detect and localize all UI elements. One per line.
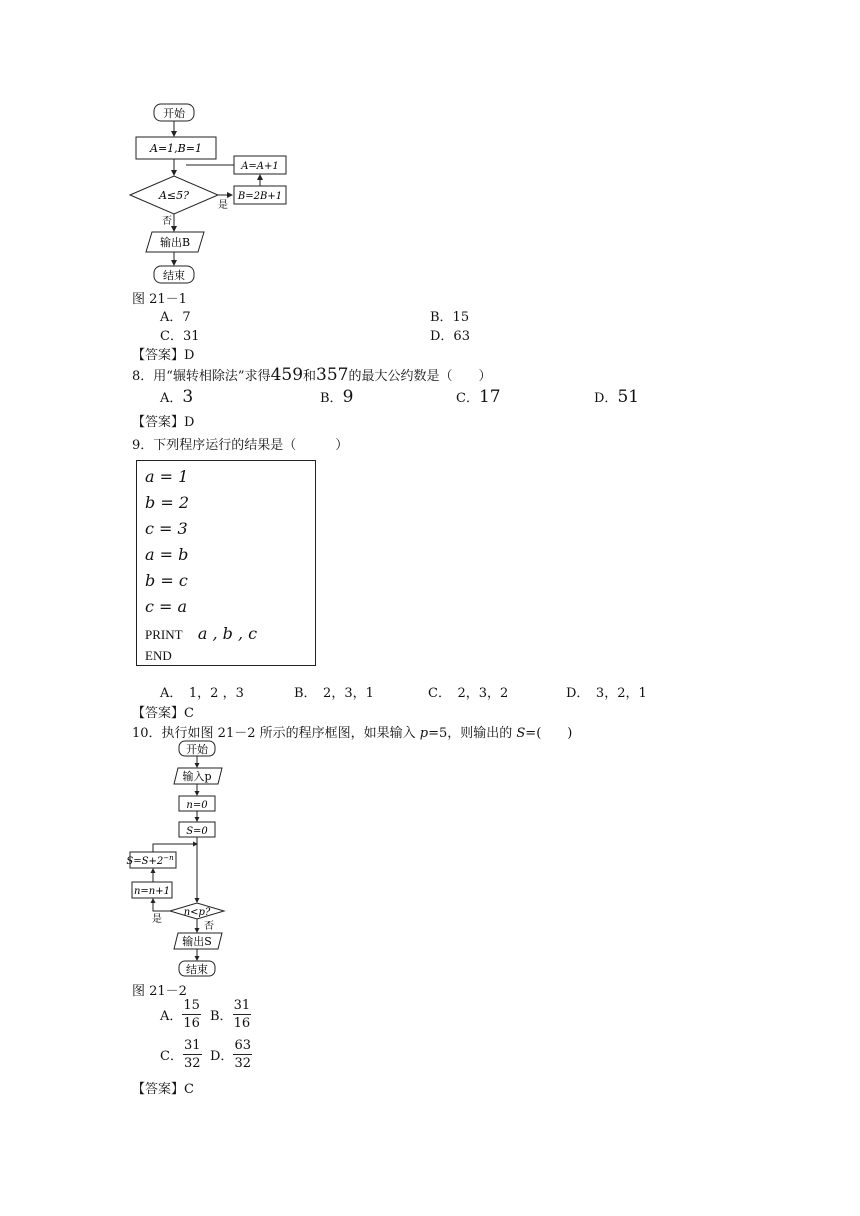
flow1-output-text: 输出B xyxy=(159,236,191,249)
q10-option-c: C． $\frac{31}{32}$ xyxy=(160,1038,201,1071)
q7-option-d: D．63 xyxy=(430,329,470,344)
q8-option-a: A．3 xyxy=(160,387,194,407)
q7-answer: 【答案】D xyxy=(132,348,195,363)
flow1-no-label: 否 xyxy=(162,216,172,227)
flow2-update-s-text: $S=S+2^{-n}$ xyxy=(126,854,174,867)
q8-mid: 和 xyxy=(303,369,317,384)
flow2-condition-text: n<p? xyxy=(183,907,211,918)
code-line-5: b = c xyxy=(145,571,188,590)
flow1-init-text: A=1,B=1 xyxy=(150,142,202,155)
flowchart-21-2 xyxy=(124,738,244,982)
code-line-2: b = 2 xyxy=(145,493,189,512)
print-keyword: PRINT xyxy=(145,627,183,642)
code-line-print xyxy=(145,624,257,643)
code-line-1: a = 1 xyxy=(145,467,189,486)
q10-option-d: D． $\frac{63}{32}$ xyxy=(210,1038,251,1071)
q9-option-d: D． 3，2，1 xyxy=(566,686,647,701)
flow2-end-text: 结束 xyxy=(186,963,208,976)
q8-number-2: 357 xyxy=(316,365,349,385)
code-line-4: a = b xyxy=(145,545,189,564)
q7-option-c: C．31 xyxy=(160,329,200,344)
flow1-body-text: B=2B+1 xyxy=(237,191,283,202)
q10-option-a: A． $\frac{15}{16}$ xyxy=(160,998,200,1031)
q7-option-a: A．7 xyxy=(160,310,191,325)
flowchart-21-1 xyxy=(120,96,300,290)
code-line-6: c = a xyxy=(145,597,188,616)
q9-option-a: A． 1，2 ，3 xyxy=(160,686,244,701)
end-keyword: END xyxy=(145,648,172,663)
flow2-start-text: 开始 xyxy=(186,743,208,756)
code-line-end xyxy=(145,645,172,664)
q8-stem xyxy=(132,365,492,385)
q9-answer: 【答案】C xyxy=(132,706,194,721)
flow2-no-label: 否 xyxy=(204,921,214,932)
flow2-input-text: 输入p xyxy=(182,770,212,783)
flow2-output-text: 输出S xyxy=(182,935,212,948)
q8-option-d: D．51 xyxy=(594,387,640,407)
print-args: a , b , c xyxy=(197,624,258,643)
figure-caption-21-1: 图 21－1 xyxy=(132,292,187,307)
q8-number-1: 459 xyxy=(270,365,304,385)
q9-option-c: C． 2，3，2 xyxy=(428,686,509,701)
flow1-end-text: 结束 xyxy=(163,269,185,282)
flow2-update-n-text: n=n+1 xyxy=(133,886,171,897)
q9-stem: 9．下列程序运行的结果是（ ） xyxy=(132,438,349,453)
q8-prefix: 8．用“辗转相除法”求得 xyxy=(132,369,271,384)
q8-answer: 【答案】D xyxy=(132,415,195,430)
flow1-yes-label: 是 xyxy=(218,200,228,211)
q8-option-b: B．9 xyxy=(320,387,354,407)
q10-stem: 10．执行如图 21－2 所示的程序框图，如果输入 p=5，则输出的 S=( ) xyxy=(132,726,573,741)
q10-option-b: B． $\frac{31}{16}$ xyxy=(210,998,251,1031)
flow2-n0-text: n=0 xyxy=(186,800,208,811)
flow1-condition-text: A≤5? xyxy=(158,189,190,202)
q9-program-box xyxy=(136,460,316,666)
flow2-s0-text: S=0 xyxy=(186,826,208,837)
q8-option-c: C．17 xyxy=(456,387,501,407)
q10-answer: 【答案】C xyxy=(132,1082,194,1097)
flow1-increment-text: A=A+1 xyxy=(241,161,279,172)
flow1-start-text: 开始 xyxy=(163,107,185,120)
figure-caption-21-2: 图 21－2 xyxy=(132,984,187,999)
flow2-yes-label: 是 xyxy=(152,914,162,925)
q9-option-b: B． 2，3，1 xyxy=(294,686,374,701)
q7-option-b: B．15 xyxy=(430,310,470,325)
code-line-3: c = 3 xyxy=(145,519,188,538)
q8-suffix: 的最大公约数是（ ） xyxy=(348,369,492,384)
